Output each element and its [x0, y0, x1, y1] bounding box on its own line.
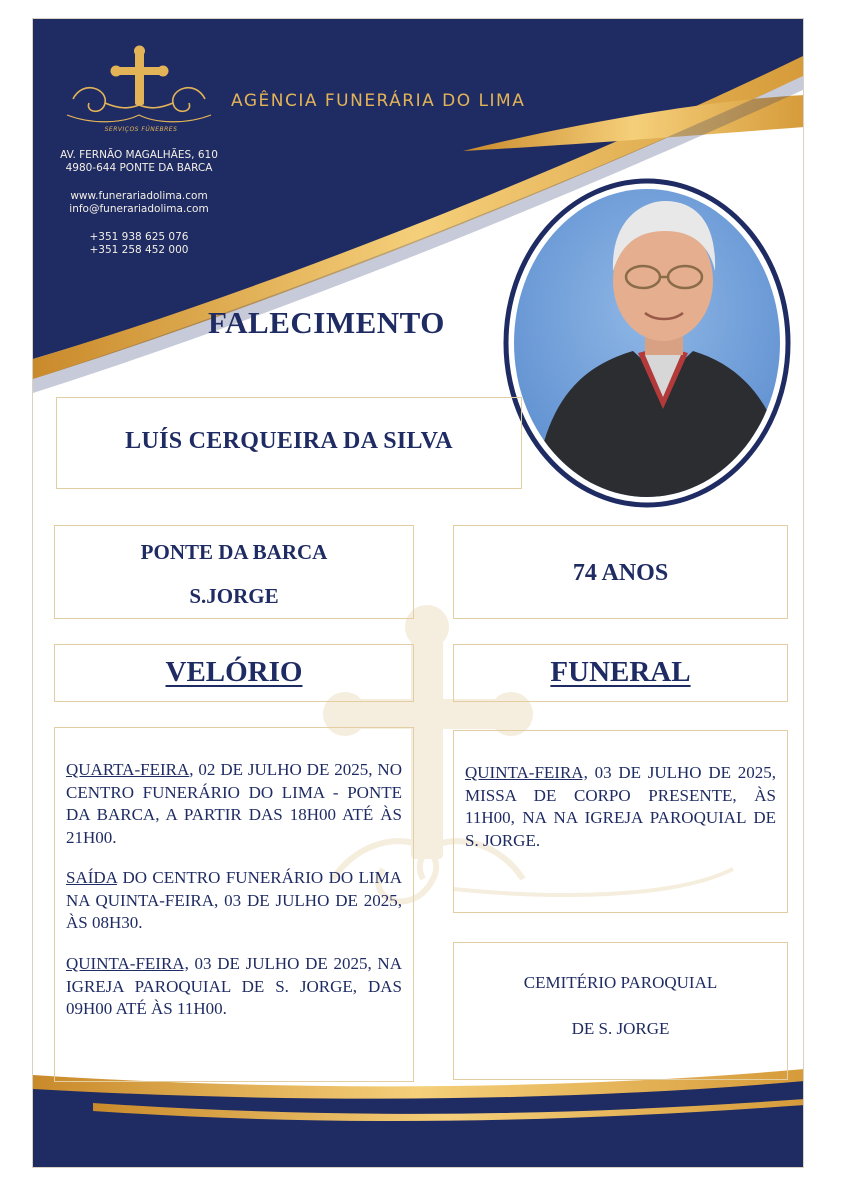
email-link[interactable]: info@funerariadolima.com — [69, 203, 209, 215]
funeral-title-box — [453, 644, 788, 702]
deceased-age: 74 ANOS — [572, 560, 669, 586]
cemetery-line2: DE S. JORGE — [571, 1019, 670, 1038]
velorio-title-box — [54, 644, 414, 702]
velorio-paragraph-1 — [66, 759, 402, 849]
location-box — [54, 525, 414, 619]
velorio-p1-text: , 02 DE JULHO DE 2025, NO CENTRO FUNERÁRIO DO LIMA - PONTE DA BARCA, A PARTIR DAS 18H00 ATÉ ÀS 21H00. — [66, 760, 402, 847]
velorio-p2-label: SAÍDA — [66, 868, 118, 887]
cemetery-line1: CEMITÉRIO PAROQUIAL — [523, 973, 718, 992]
location-line1: PONTE DA BARCA — [140, 540, 328, 564]
deceased-name: LUÍS CERQUEIRA DA SILVA — [125, 428, 453, 454]
notice-heading: FALECIMENTO — [208, 305, 445, 340]
address-line2: 4980-644 PONTE DA BARCA — [65, 162, 213, 174]
phone-2: +351 258 452 000 — [89, 244, 189, 256]
velorio-p2-text: DO CENTRO FUNERÁRIO DO LIMA NA QUINTA-FEIRA, 03 DE JULHO DE 2025, ÀS 08H30. — [66, 868, 402, 932]
location-line2: S.JORGE — [189, 584, 279, 608]
funeral-details-box — [453, 730, 788, 913]
agency-name: AGÊNCIA FUNERÁRIA DO LIMA — [231, 91, 526, 111]
website-link[interactable]: www.funerariadolima.com — [70, 190, 208, 202]
cemetery-box — [453, 942, 788, 1080]
phone-1: +351 938 625 076 — [89, 231, 189, 243]
funeral-p1-text: 03 DE JULHO DE 2025, MISSA DE CORPO PRESENTE, ÀS 11H00, NA NA IGREJA PAROQUIAL DE S. JORGE. — [465, 763, 776, 850]
funeral-title: FUNERAL — [550, 656, 691, 688]
velorio-p3-label: QUINTA-FEIRA, — [66, 954, 189, 973]
obituary-card — [32, 18, 804, 1168]
funeral-p1-label: QUINTA-FEIRA, — [465, 763, 588, 782]
agency-tagline: SERVIÇOS FÚNEBRES — [104, 126, 178, 133]
deceased-photo — [503, 179, 793, 509]
age-box — [453, 525, 788, 619]
name-box — [56, 397, 522, 489]
velorio-p1-label: QUARTA-FEIRA — [66, 760, 190, 779]
funeral-paragraph-1 — [465, 762, 776, 852]
velorio-details-box — [54, 727, 414, 1082]
velorio-paragraph-3 — [66, 953, 402, 1021]
velorio-paragraph-2 — [66, 867, 402, 935]
address-line1: AV. FERNÃO MAGALHÃES, 610 — [60, 149, 218, 161]
velorio-p3-text: 03 DE JULHO DE 2025, NA IGREJA PAROQUIAL DE S. JORGE, DAS 09H00 ATÉ ÀS 11H00. — [66, 954, 402, 1018]
velorio-title: VELÓRIO — [165, 656, 303, 688]
